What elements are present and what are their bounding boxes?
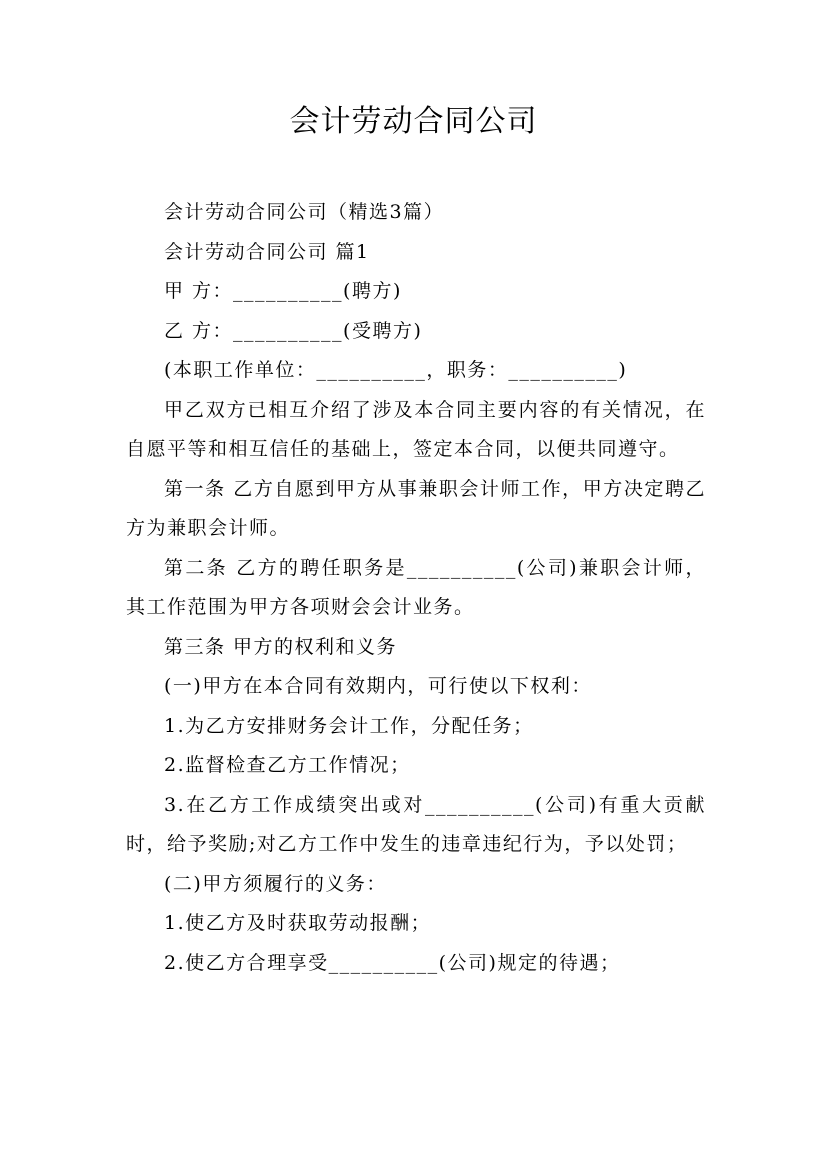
paragraph-duties-heading: (二)甲方须履行的义务： bbox=[164, 872, 387, 895]
paragraph-right-3: 3.在乙方工作成绩突出或对__________(公司)有重大贡献时，给予奖励;对乙方工作中发生的违章违纪行为，予以处罚； bbox=[126, 793, 706, 855]
paragraph-duty-1: 1.使乙方及时获取劳动报酬； bbox=[164, 912, 432, 934]
document-body bbox=[126, 193, 706, 983]
paragraph-right-1: 1.为乙方安排财务会计工作，分配任务； bbox=[164, 714, 534, 737]
paragraph-article-2: 第二条 乙方的聘任职务是__________(公司)兼职会计师，其工作范围为甲方各项财会会计业务。 bbox=[126, 556, 706, 618]
paragraph-section-heading: 会计劳动合同公司 篇1 bbox=[164, 240, 370, 263]
paragraph-rights-heading: (一)甲方在本合同有效期内，可行使以下权利： bbox=[164, 675, 592, 697]
paragraph-work-unit: (本职工作单位：__________，职务：__________) bbox=[164, 359, 628, 381]
paragraph-right-2: 2.监督检查乙方工作情况； bbox=[164, 754, 411, 776]
paragraph-subtitle: 会计劳动合同公司（精选3篇） bbox=[164, 201, 445, 223]
paragraph-article-3: 第三条 甲方的权利和义务 bbox=[164, 635, 398, 658]
paragraph-duty-2: 2.使乙方合理享受__________(公司)规定的待遇； bbox=[164, 951, 621, 974]
paragraph-party-a: 甲 方：__________(聘方) bbox=[164, 280, 402, 302]
paragraph-party-b: 乙 方：__________(受聘方) bbox=[164, 319, 423, 342]
paragraph-preamble: 甲乙双方已相互介绍了涉及本合同主要内容的有关情况，在自愿平等和相互信任的基础上，签定本合同，以便共同遵守。 bbox=[126, 398, 706, 460]
document-title: 会计劳动合同公司 bbox=[289, 104, 538, 139]
paragraph-article-1: 第一条 乙方自愿到甲方从事兼职会计师工作，甲方决定聘乙方为兼职会计师。 bbox=[126, 477, 706, 539]
